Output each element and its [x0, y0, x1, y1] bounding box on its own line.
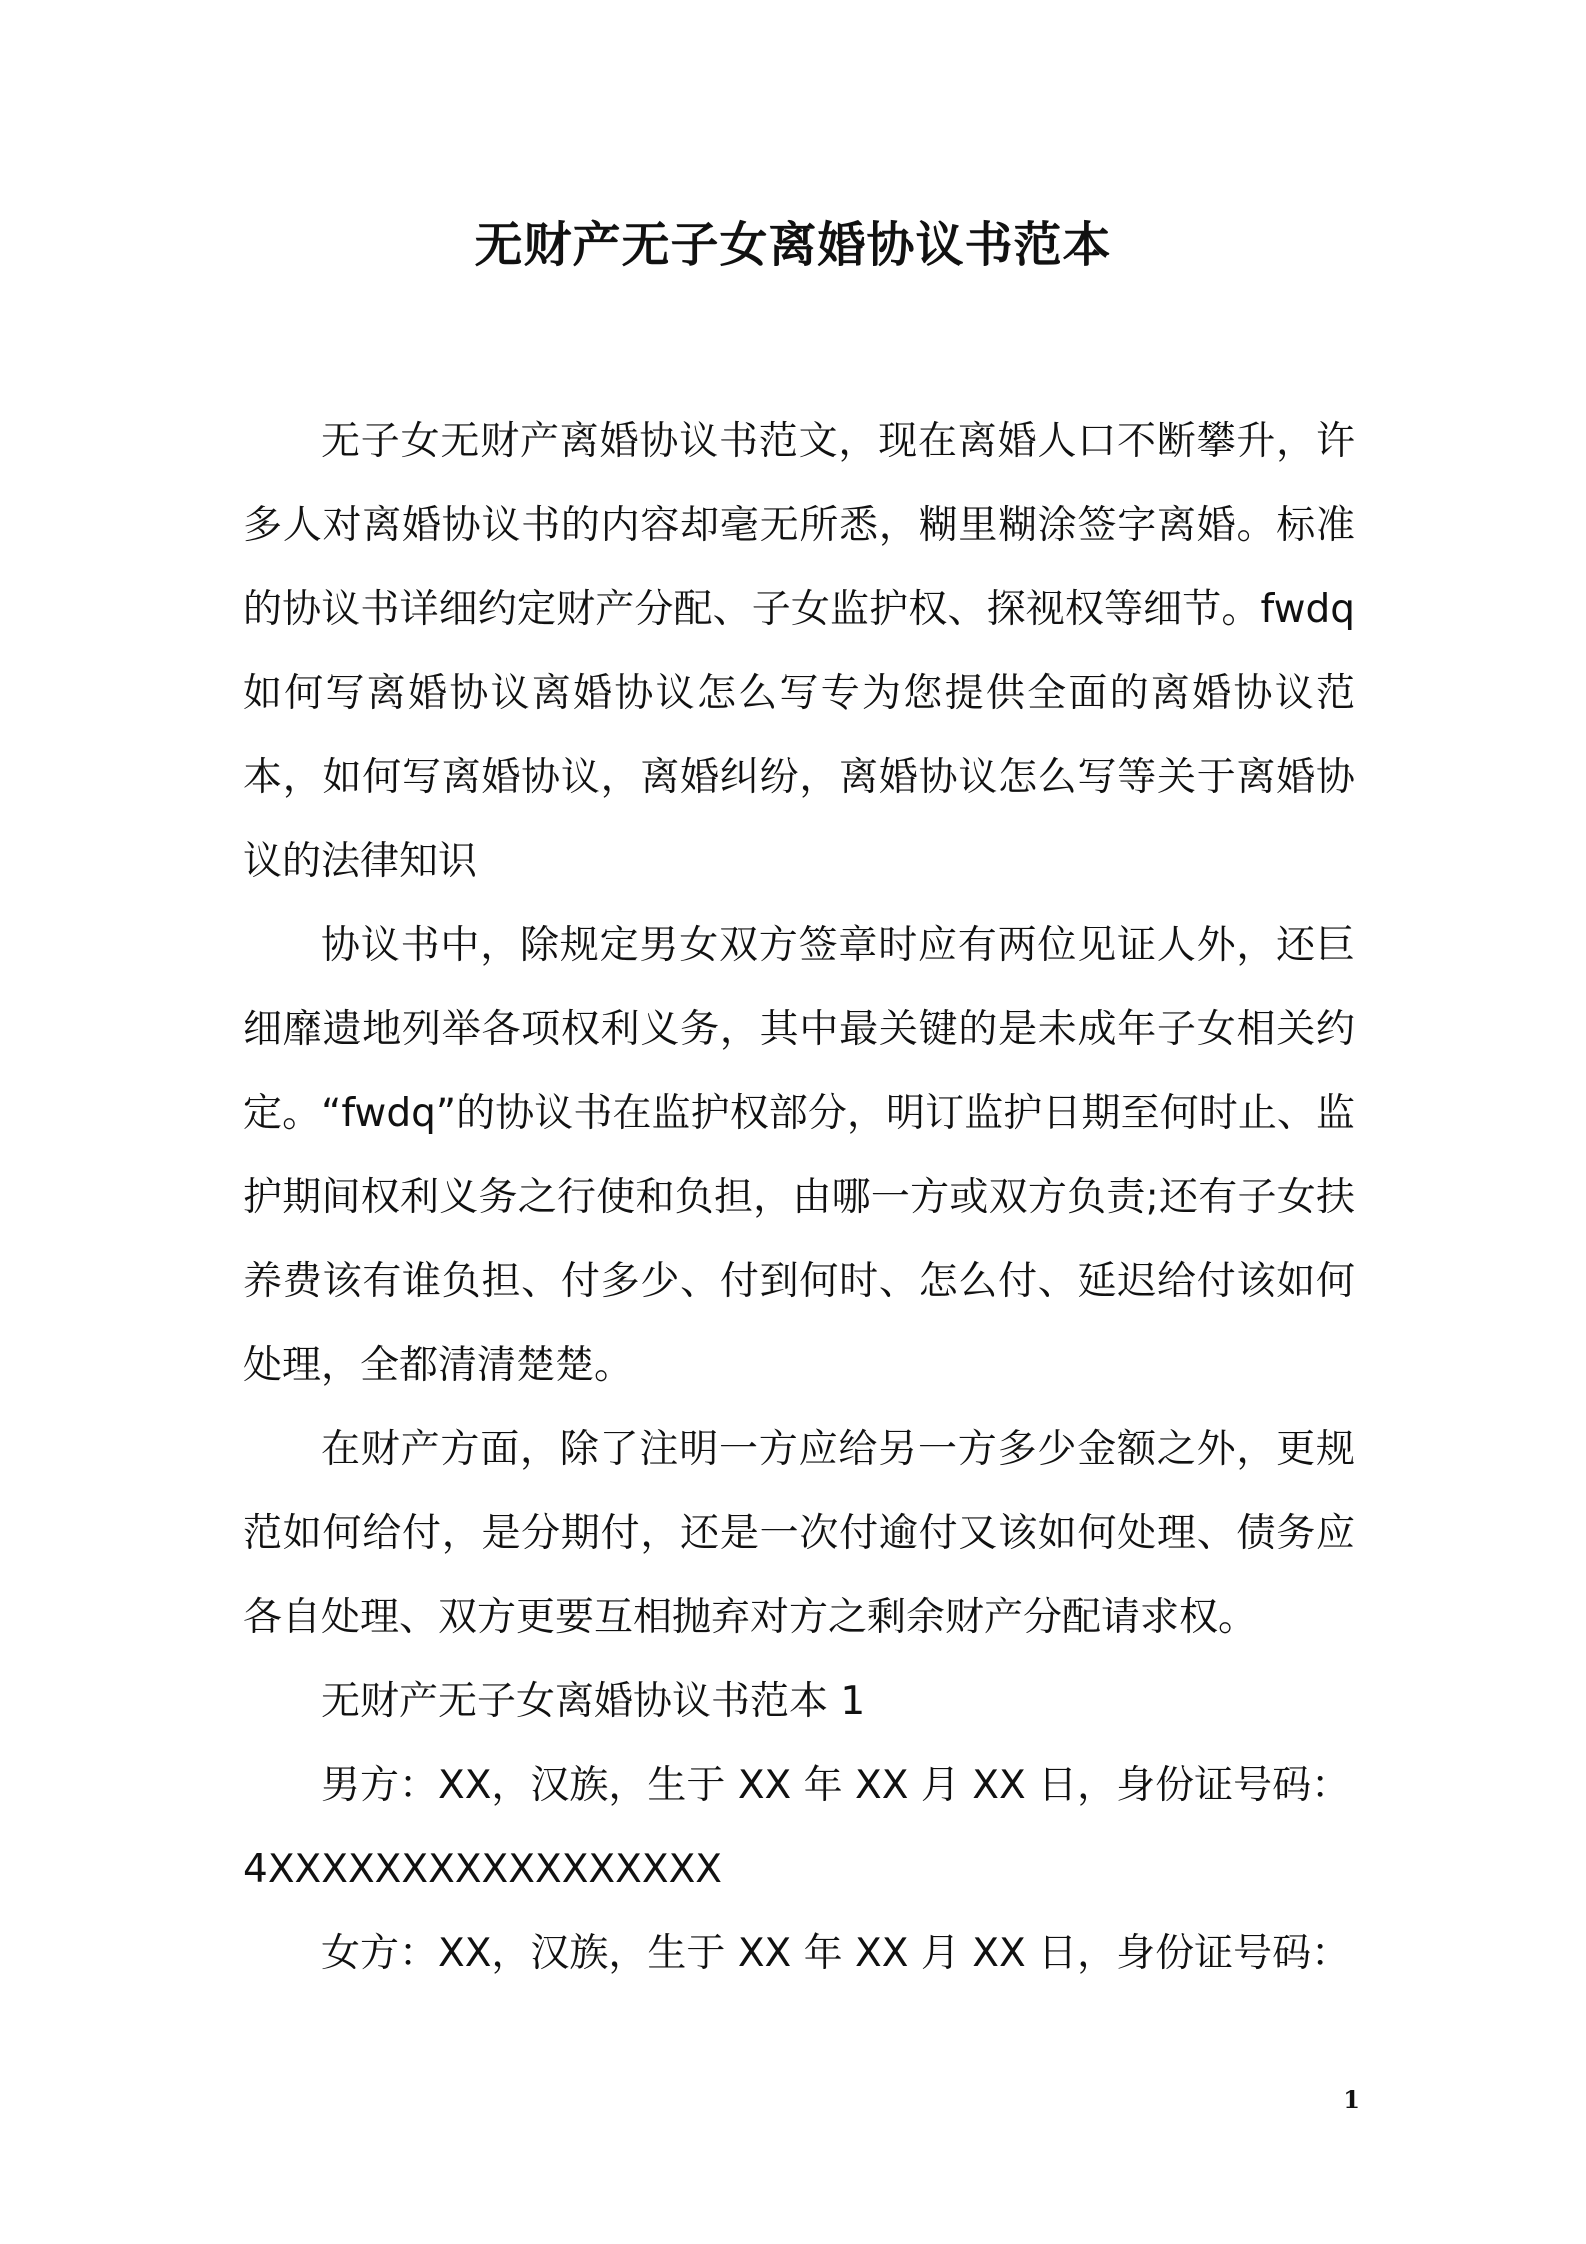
document-body	[243, 400, 1355, 1996]
sample-heading: 无财产无子女离婚协议书范本 1	[321, 1679, 866, 1724]
intro-paragraph: 无子女无财产离婚协议书范文，现在离婚人口不断攀升，许多人对离婚协议书的内容却毫无所悉，糊里糊涂签字离婚。标准的协议书详细约定财产分配、子女监护权、探视权等细节。fwdq如何写离婚协议离婚协议怎么写专为您提供全面的离婚协议范本，如何写离婚协议，离婚纠纷，离婚协议怎么写等关于离婚协议的法律知识	[243, 419, 1355, 884]
male-id-number: 4XXXXXXXXXXXXXXXXX	[243, 1847, 723, 1892]
male-party-line: 男方：XX，汉族，生于 XX 年 XX 月 XX 日，身份证号码：	[321, 1763, 1351, 1808]
document-title: 无财产无子女离婚协议书范本	[474, 217, 1112, 273]
property-paragraph: 在财产方面，除了注明一方应给另一方多少金额之外，更规范如何给付，是分期付，还是一次付逾付又该如何处理、债务应各自处理、双方更要互相抛弃对方之剩余财产分配请求权。	[243, 1427, 1355, 1640]
custody-paragraph: 协议书中，除规定男女双方签章时应有两位见证人外，还巨细靡遗地列举各项权利义务，其中最关键的是未成年子女相关约定。“fwdq”的协议书在监护权部分，明订监护日期至何时止、监护期间权利义务之行使和负担，由哪一方或双方负责;还有子女扶养费该有谁负担、付多少、付到何时、怎么付、延迟给付该如何处理，全都清清楚楚。	[243, 923, 1355, 1388]
page-number: 1	[1343, 2085, 1360, 2114]
female-party-line: 女方：XX，汉族，生于 XX 年 XX 月 XX 日，身份证号码：	[321, 1931, 1351, 1976]
